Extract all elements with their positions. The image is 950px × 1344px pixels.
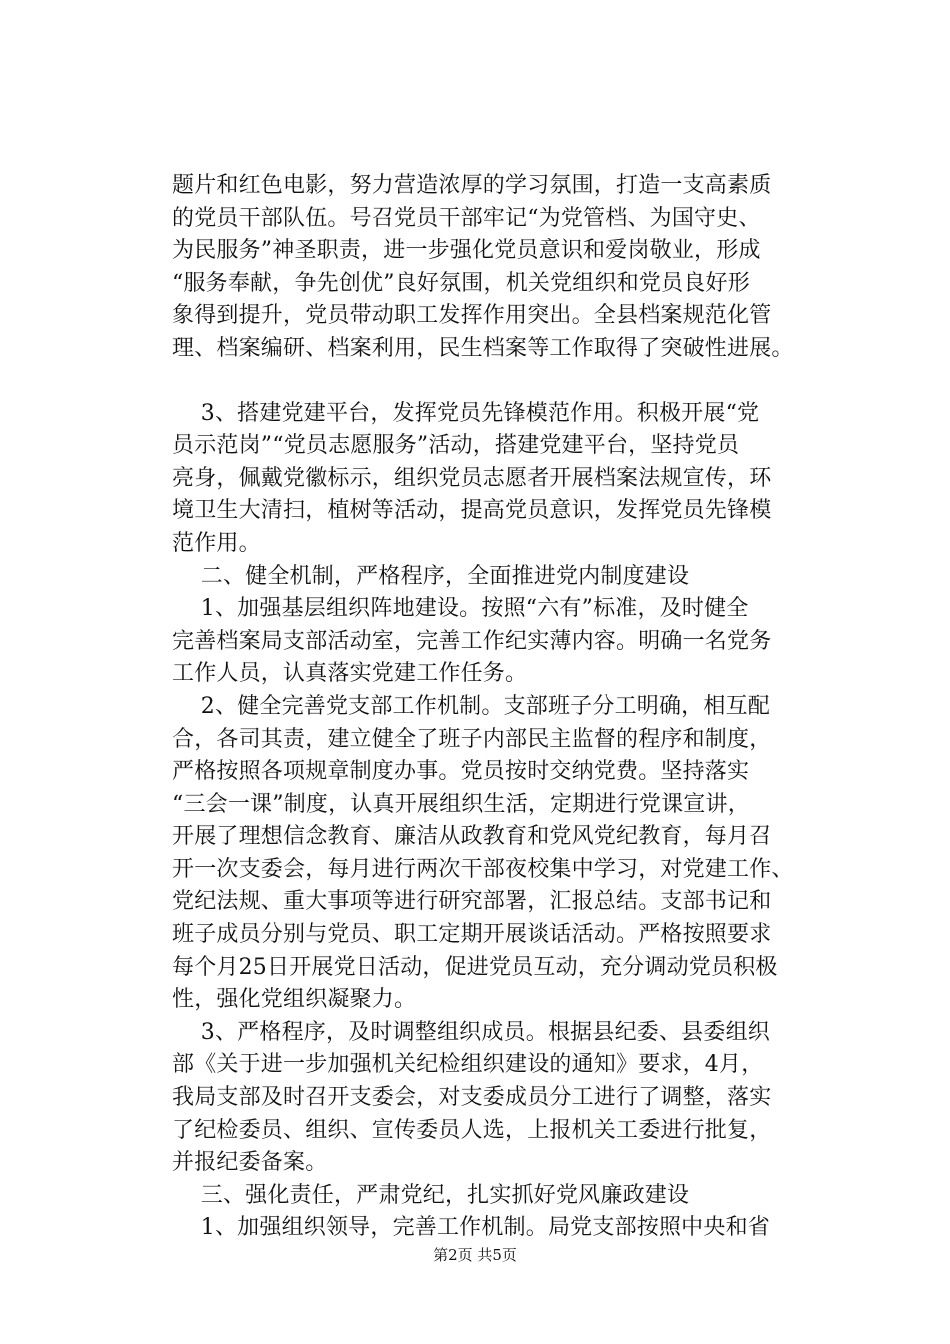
text-line-33: 1、加强组织领导，完善工作机制。局党支部按照中央和省 <box>172 1215 770 1241</box>
text-line-2: 的党员干部队伍。号召党员干部牢记“为党管档、为国守史、 <box>172 205 761 231</box>
section-heading-3: 三、强化责任，严肃党纪，扎实抓好党风廉政建设 <box>172 1182 690 1208</box>
text-line-1: 题片和红色电影，努力营造浓厚的学习氛围，打造一支高素质 <box>172 173 772 198</box>
text-line-29: 我局支部及时召开支委会，对支委成员分工进行了调整，落实 <box>172 1085 772 1111</box>
text-line-30: 了纪检委员、组织、宣传委员人选，上报机关工委进行批复， <box>172 1117 772 1143</box>
text-line-22: 开一次支委会，每月进行两次干部夜校集中学习，对党建工作、 <box>172 856 794 882</box>
text-line-8: 3、搭建党建平台，发挥党员先锋模范作用。积极开展“党 <box>172 400 760 426</box>
page-number-footer: 第2页 共5页 <box>433 1246 517 1264</box>
text-line-9: 员示范岗”“党员志愿服务”活动，搭建党建平台，坚持党员 <box>172 433 740 459</box>
text-line-3: 为民服务”神圣职责，进一步强化党员意识和爱岗敬业，形成 <box>172 238 761 264</box>
text-line-5: 象得到提升，党员带动职工发挥作用突出。全县档案规范化管 <box>172 303 772 329</box>
paragraph-gap <box>172 366 812 398</box>
text-line-6: 理、档案编研、档案利用，民生档案等工作取得了突破性进展。 <box>172 335 794 361</box>
text-line-28: 部《关于进一步加强机关纪检组织建设的通知》要求，4月， <box>172 1052 764 1078</box>
text-line-17: 2、健全完善党支部工作机制。支部班子分工明确，相互配 <box>172 693 770 719</box>
text-line-19: 严格按照各项规章制度办事。党员按时交纳党费。坚持落实 <box>172 759 750 785</box>
text-line-14: 1、加强基层组织阵地建设。按照“六有”标准，及时健全 <box>172 596 749 622</box>
text-line-24: 班子成员分别与党员、职工定期开展谈话活动。严格按照要求 <box>172 922 772 948</box>
document-body <box>172 170 812 1245</box>
section-heading-2: 二、健全机制，严格程序，全面推进党内制度建设 <box>172 563 690 589</box>
text-line-23: 党纪法规、重大事项等进行研究部署，汇报总结。支部书记和 <box>172 889 772 915</box>
text-line-20: “三会一课”制度，认真开展组织生活，定期进行党课宣讲， <box>172 791 750 817</box>
text-line-16: 工作人员，认真落实党建工作任务。 <box>172 661 528 687</box>
text-line-4: “服务奉献，争先创优”良好氛围，机关党组织和党员良好形 <box>172 270 750 296</box>
text-line-10: 亮身，佩戴党徽标示，组织党员志愿者开展档案法规宣传，环 <box>172 465 772 491</box>
text-line-21: 开展了理想信念教育、廉洁从政教育和党风党纪教育，每月召 <box>172 824 772 850</box>
text-line-15: 完善档案局支部活动室，完善工作纪实薄内容。明确一名党务 <box>172 628 772 654</box>
text-line-12: 范作用。 <box>172 530 261 556</box>
text-line-25: 每个月25日开展党日活动，促进党员互动，充分调动党员积极 <box>172 954 778 980</box>
text-line-11: 境卫生大清扫，植树等活动，提高党员意识，发挥党员先锋模 <box>172 498 772 524</box>
text-line-31: 并报纪委备案。 <box>172 1150 328 1176</box>
text-line-26: 性，强化党组织凝聚力。 <box>172 987 417 1013</box>
text-line-27: 3、严格程序，及时调整组织成员。根据县纪委、县委组织 <box>172 1019 770 1045</box>
text-line-18: 合，各司其责，建立健全了班子内部民主监督的程序和制度， <box>172 726 772 752</box>
